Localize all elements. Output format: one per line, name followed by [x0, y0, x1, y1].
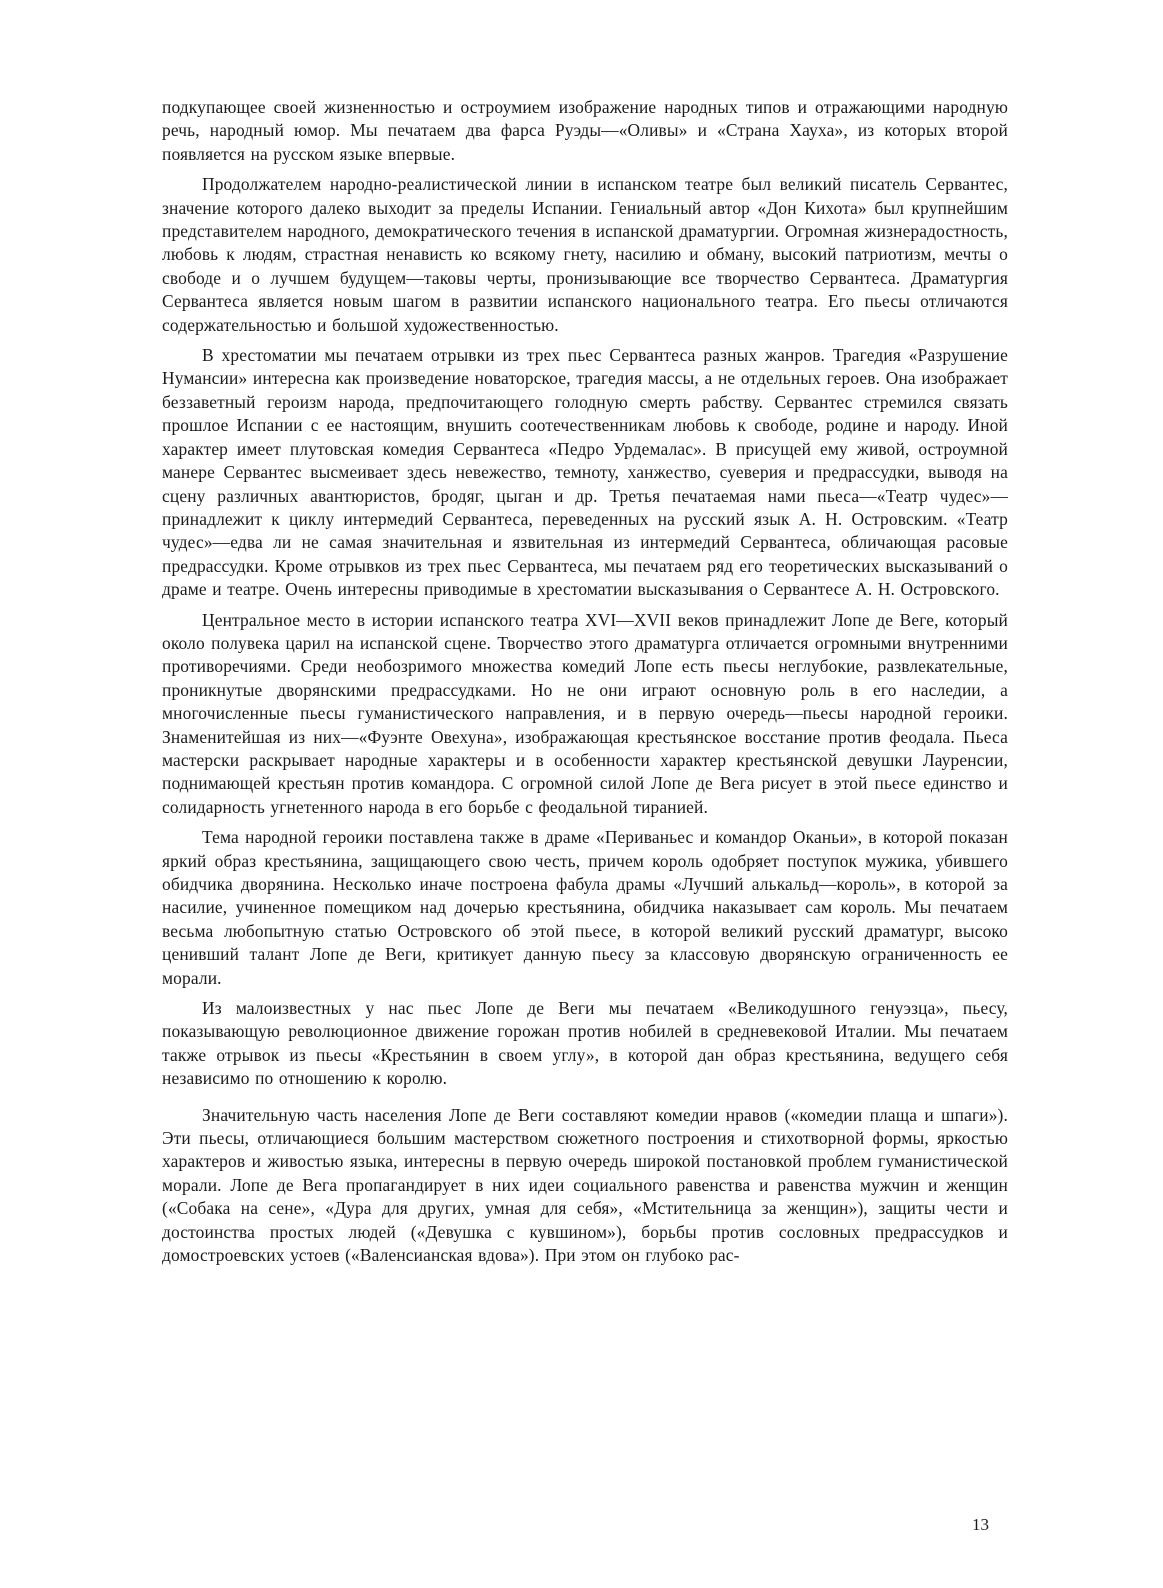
paragraph-5: Тема народной героики поставлена также в драме «Периваньес и командор Оканьи», в которой показан яркий образ крестьянина, защищающего свою честь, причем король одобряет поступок мужика, убившего обидчика дворянина. Несколько иначе построена фабула драмы «Лучший алькальд—король», в которой за насилие, учиненное помещиком над дочерью крестьянина, обидчика наказывает сам король. Мы печатаем весьма любопытную статью Островского об этой пьесе, в которой великий русский драматург, высоко ценивший талант Лопе де Веги, критикует данную пьесу за классовую дворянскую ограниченность ее морали. [162, 827, 1008, 988]
paragraph-6: Из малоизвестных у нас пьес Лопе де Веги мы печатаем «Великодушного генуэзца», пьесу, показывающую революционное движение горожан против нобилей в средневековой Италии. Мы печатаем также отрывок из пьесы «Крестьянин в своем углу», в которой дан образ крестьянина, ведущего себя независимо по отношению к королю. [162, 998, 1008, 1089]
paragraph-3: В хрестоматии мы печатаем отрывки из трех пьес Сервантеса разных жанров. Трагедия «Разрушение Нумансии» интересна как произведение новаторское, трагедия массы, а не отдельных героев. Она изображает беззаветный героизм народа, предпочитающего голодную смерть рабству. Сервантес стремился связать прошлое Испании с ее настоящим, внушить соотечественникам любовь к свободе, родине и народу. Иной характер имеет плутовская комедия Сервантеса «Педро Урдемалас». В присущей ему живой, остроумной манере Сервантес высмеивает здесь невежество, темноту, ханжество, суеверия и предрассудки, выводя на сцену различных авантюристов, бродяг, цыган и др. Третья печатаемая нами пьеса—«Театр чудес»—принадлежит к циклу интермедий Сервантеса, переведенных на русский язык А. Н. Островским. «Театр чудес»—едва ли не самая значительная и язвительная из интермедий Сервантеса, обличающая расовые предрассудки. Кроме отрывков из трех пьес Сервантеса, мы печатаем ряд его теоретических высказываний о драме и театре. Очень интересны приводимые в хрестоматии высказывания о Сервантесе А. Н. Островского. [162, 345, 1008, 600]
paragraph-4: Центральное место в истории испанского театра XVI—XVII веков принадлежит Лопе де Веге, который около полувека царил на испанской сцене. Творчество этого драматурга отличается огромными внутренними противоречиями. Среди необозримого множества комедий Лопе есть пьесы неглубокие, развлекательные, проникнутые дворянскими предрассудками. Но не они играют основную роль в его наследии, а многочисленные пьесы гуманистического направления, и в первую очередь—пьесы народной героики. Знаменитейшая из них—«Фуэнте Овехуна», изображающая крестьянское восстание против феодала. Пьеса мастерски раскрывает народные характеры и в особенности характер крестьянской девушки Лауренсии, поднимающей крестьян против командора. С огромной силой Лопе де Вега рисует в этой пьесе единство и солидарность угнетенного народа в его борьбе с феодальной тиранией. [162, 609, 1008, 817]
paragraph-1: подкупающее своей жизненностью и остроумием изображение народных типов и отражающими народную речь, народный юмор. Мы печатаем два фарса Руэды—«Оливы» и «Страна Хауха», из которых второй появляется на русском языке впервые. [162, 97, 1008, 164]
paragraph-2: Продолжателем народно-реалистической линии в испанском театре был великий писатель Сервантес, значение которого далеко выходит за пределы Испании. Гениальный автор «Дон Кихота» был крупнейшим представителем народного, демократического течения в испанской драматургии. Огромная жизнерадостность, любовь к людям, страстная ненависть ко всякому гнету, насилию и обману, высокий патриотизм, мечты о свободе и о лучшем будущем—таковы черты, пронизывающие все творчество Сервантеса. Драматургия Сервантеса является новым шагом в развитии испанского национального театра. Его пьесы отличаются содержательностью и большой художественностью. [162, 174, 1008, 335]
page-number: 13 [972, 1515, 989, 1534]
page-body [162, 96, 1008, 1275]
paragraph-7: Значительную часть населения Лопе де Веги составляют комедии нравов («комедии плаща и шпаги»). Эти пьесы, отличающиеся большим мастерством сюжетного построения и стихотворной формы, яркостью характеров и живостью языка, интересны в первую очередь широкой постановкой проблем гуманистической морали. Лопе де Вега пропагандирует в них идеи социального равенства и равенства мужчин и женщин («Собака на сене», «Дура для других, умная для себя», «Мстительница за женщин»), защиты чести и достоинства простых людей («Девушка с кувшином»), борьбы против сословных предрассудков и домостроевских устоев («Валенсианская вдова»). При этом он глубоко рас- [162, 1104, 1008, 1266]
